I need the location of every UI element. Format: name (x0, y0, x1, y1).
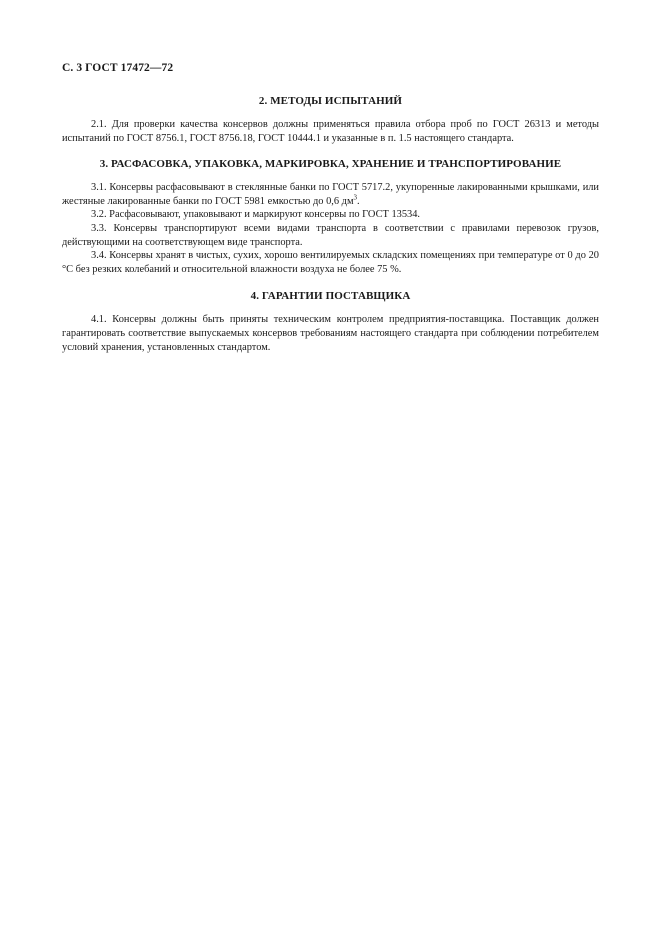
page-header: С. 3 ГОСТ 17472—72 (62, 62, 174, 74)
section-title: 3. РАСФАСОВКА, УПАКОВКА, МАРКИРОВКА, ХРАНЕНИЕ И ТРАНСПОРТИРОВАНИЕ (99, 158, 562, 171)
paragraph-3-1-text: 3.1. Консервы расфасовывают в стеклянные банки по ГОСТ 5717.2, укупоренные лакированными крышками, или жестяные лакированные банки по ГОСТ 5981 емкостью до 0,6 дм (62, 182, 599, 207)
paragraph-3-1-suffix: . (357, 195, 360, 207)
section-supplier-guarantees (62, 290, 599, 354)
paragraph-3-1 (62, 181, 599, 208)
paragraph-3-3: 3.3. Консервы транспортируют всеми видами транспорта в соответствии с правилами перевозок грузов, действующими на соответствующем виде транспорта. (62, 222, 599, 248)
paragraph-4-1: 4.1. Консервы должны быть приняты техническим контролем предприятия-поставщика. Поставщик должен гарантировать соответствие выпускаемых консервов требованиям настоящего стандарта при соблюдении потребителем условий хранения, установленных стандартом. (62, 314, 599, 353)
section-title: 4. ГАРАНТИИ ПОСТАВЩИКА (250, 290, 411, 303)
superscript-cube: 3 (353, 193, 358, 202)
section-packaging-storage (62, 158, 599, 276)
paragraph-2-1: 2.1. Для проверки качества консервов должны применяться правила отбора проб по ГОСТ 26313 и методы испытаний по ГОСТ 8756.1, ГОСТ 8756.18, ГОСТ 10444.1 и указанные в п. 1.5 настоящего стандарта. (62, 119, 599, 144)
section-title: 2. МЕТОДЫ ИСПЫТАНИЙ (258, 95, 403, 107)
section-test-methods (62, 95, 599, 145)
document-page (62, 62, 599, 366)
paragraph-3-4: 3.4. Консервы хранят в чистых, сухих, хорошо вентилируемых складских помещениях при температуре от 0 до 20 °С без резких колебаний и относительной влажности воздуха не более 75 %. (62, 250, 599, 275)
paragraph-3-2: 3.2. Расфасовывают, упаковывают и маркируют консервы по ГОСТ 13534. (91, 209, 421, 221)
